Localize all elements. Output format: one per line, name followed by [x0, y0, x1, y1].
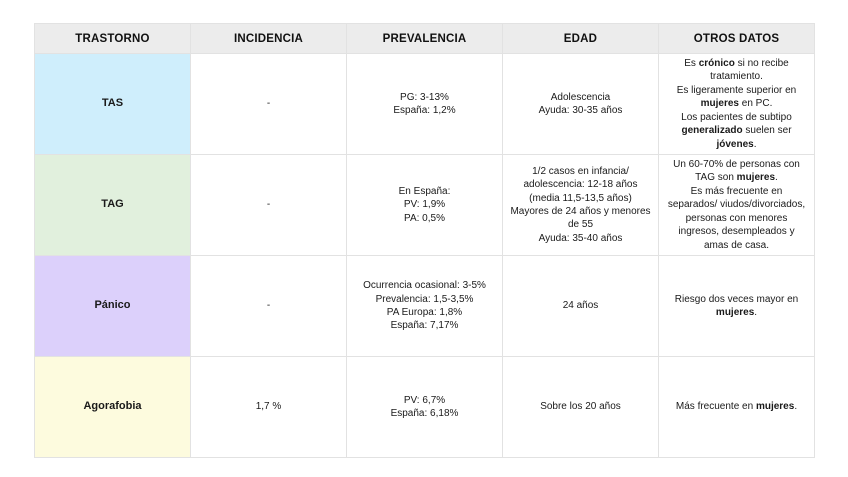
cell-otros-datos: [659, 357, 815, 458]
cell-otros-datos: [659, 54, 815, 155]
header-edad: EDAD: [503, 24, 659, 54]
header-incidencia: INCIDENCIA: [191, 24, 347, 54]
cell-line: PG: 3-13%: [400, 91, 449, 103]
table-row: [35, 256, 815, 357]
cell-line: Ocurrencia ocasional: 3-5%: [363, 280, 486, 292]
header-prevalencia: PREVALENCIA: [347, 24, 503, 54]
cell-incidencia: -: [191, 54, 347, 155]
cell-line: Un 60-70% de personas con TAG son mujeres.: [673, 159, 800, 184]
cell-line: Ayuda: 35-40 años: [538, 232, 623, 244]
cell-edad: [503, 155, 659, 256]
table-row: [35, 357, 815, 458]
cell-line: Riesgo dos veces mayor en mujeres.: [674, 293, 799, 318]
cell-edad: [503, 54, 659, 155]
cell-otros-datos: [659, 155, 815, 256]
cell-line: España: 6,18%: [390, 408, 459, 419]
cell-line: PV: 1,9%: [403, 199, 446, 211]
cell-line: PA: 0,5%: [404, 212, 445, 224]
cell-line: PV: 6,7%: [403, 394, 446, 406]
header-trastorno: TRASTORNO: [35, 24, 191, 54]
cell-line: Adolescencia: [550, 91, 611, 103]
cell-edad: [503, 357, 659, 458]
cell-line: Los pacientes de subtipo generalizado suelen ser jóvenes.: [681, 111, 792, 150]
table-row: [35, 155, 815, 256]
cell-prevalencia: [347, 357, 503, 458]
cell-line: Mayores de 24 años y menores de 55: [510, 206, 651, 231]
cell-line: Más frecuente en mujeres.: [675, 401, 798, 413]
cell-prevalencia: [347, 155, 503, 256]
table-row: [35, 54, 815, 155]
disorders-table: [34, 23, 815, 458]
cell-prevalencia: [347, 256, 503, 357]
cell-edad: [503, 256, 659, 357]
cell-trastorno: Pánico: [35, 256, 191, 357]
cell-line: PA Europa: 1,8%: [386, 307, 463, 318]
cell-trastorno: TAG: [35, 155, 191, 256]
cell-line: Ayuda: 30-35 años: [538, 105, 623, 116]
cell-line: En España:: [398, 185, 451, 197]
header-row: [35, 24, 815, 54]
cell-trastorno: TAS: [35, 54, 191, 155]
cell-incidencia: -: [191, 155, 347, 256]
cell-line: Es ligeramente superior en mujeres en PC.: [676, 84, 797, 110]
cell-line: Prevalencia: 1,5-3,5%: [375, 293, 474, 305]
cell-line: España: 7,17%: [390, 320, 459, 332]
cell-line: 24 años: [562, 300, 599, 312]
cell-line: Es más frecuente en separados/ viudos/divorciados, personas con menores ingresos, desempleados y amas de casa.: [667, 185, 806, 251]
cell-incidencia: -: [191, 256, 347, 357]
cell-otros-datos: [659, 256, 815, 357]
cell-incidencia: 1,7 %: [191, 357, 347, 458]
cell-line: 1/2 casos en infancia/ adolescencia: 12-18 años (media 11,5-13,5 años): [523, 165, 638, 204]
cell-prevalencia: [347, 54, 503, 155]
header-otros-datos: OTROS DATOS: [659, 24, 815, 54]
cell-trastorno: Agorafobia: [35, 357, 191, 458]
cell-line: Es crónico si no recibe tratamiento.: [684, 58, 789, 83]
cell-line: Sobre los 20 años: [540, 401, 621, 413]
cell-line: España: 1,2%: [393, 105, 456, 116]
